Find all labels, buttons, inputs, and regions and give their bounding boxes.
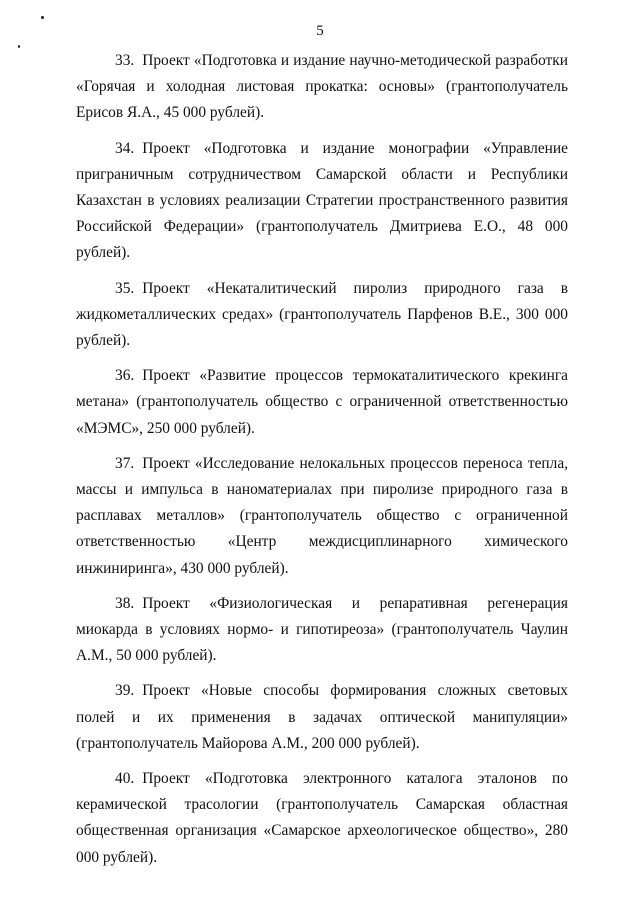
item-text: Проект «Физиологическая и репаративная регенерация миокарда в условиях нормо- и гипотиреоза» (грантополучатель Чаулин А.М., 50 000 рублей). bbox=[76, 594, 568, 665]
list-item bbox=[76, 591, 568, 670]
list-item bbox=[76, 363, 568, 442]
scan-artifact-dot bbox=[41, 16, 44, 19]
list-item bbox=[76, 678, 568, 757]
list-item bbox=[76, 276, 568, 355]
item-number: 40. bbox=[115, 770, 135, 788]
item-text: Проект «Новые способы формирования сложных световых полей и их применения в задачах оптической манипуляции» (грантополучатель Майорова А.М., 200 000 рублей). bbox=[76, 682, 568, 752]
scan-artifact-dot bbox=[18, 45, 20, 48]
item-text: Проект «Развитие процессов термокаталитического крекинга метана» (грантополучатель общество с ограниченной ответственностью «МЭМС», 250 000 рублей). bbox=[76, 367, 568, 437]
item-text: Проект «Подготовка и издание научно-методической разработки «Горячая и холодная листовая прокатка: основы» (грантополучатель Ерисов Я.А., 45 000 рублей). bbox=[76, 52, 568, 122]
page-number: 5 bbox=[316, 23, 324, 39]
item-text: Проект «Исследование нелокальных процессов переноса тепла, массы и импульса в наноматериалах при пиролизе природного газа в расплавах металлов» (грантополучатель общество с ограниченной ответственностью «Центр междисциплинарного химического инжиниринга», 430 000 рублей). bbox=[76, 454, 568, 577]
list-item bbox=[76, 451, 568, 582]
item-number: 39. bbox=[115, 682, 135, 700]
item-number: 38. bbox=[115, 594, 135, 612]
item-number: 33. bbox=[115, 52, 135, 69]
item-text: Проект «Некаталитический пиролиз природного газа в жидкометаллических средах» (грантополучатель Парфенов В.Е., 300 000 рублей). bbox=[76, 279, 568, 350]
list-item bbox=[76, 48, 568, 127]
project-list bbox=[76, 48, 568, 880]
item-text: Проект «Подготовка электронного каталога эталонов по керамической трасологии (грантополучатель Самарская областная общественная организация «Самарское археологическое общество», 280 000 рублей). bbox=[76, 770, 568, 866]
item-number: 35. bbox=[115, 279, 135, 297]
item-number: 37. bbox=[115, 454, 135, 472]
item-number: 36. bbox=[115, 367, 135, 385]
list-item bbox=[76, 136, 568, 267]
list-item bbox=[76, 766, 568, 871]
item-number: 34. bbox=[115, 139, 135, 157]
item-text: Проект «Подготовка и издание монографии «Управление приграничным сотрудничеством Самарской области и Республики Казахстан в условиях реализации Стратегии пространственного развития Российской Федерации» (грантополучатель Дмитриева Е.О., 48 000 рублей). bbox=[76, 139, 568, 262]
